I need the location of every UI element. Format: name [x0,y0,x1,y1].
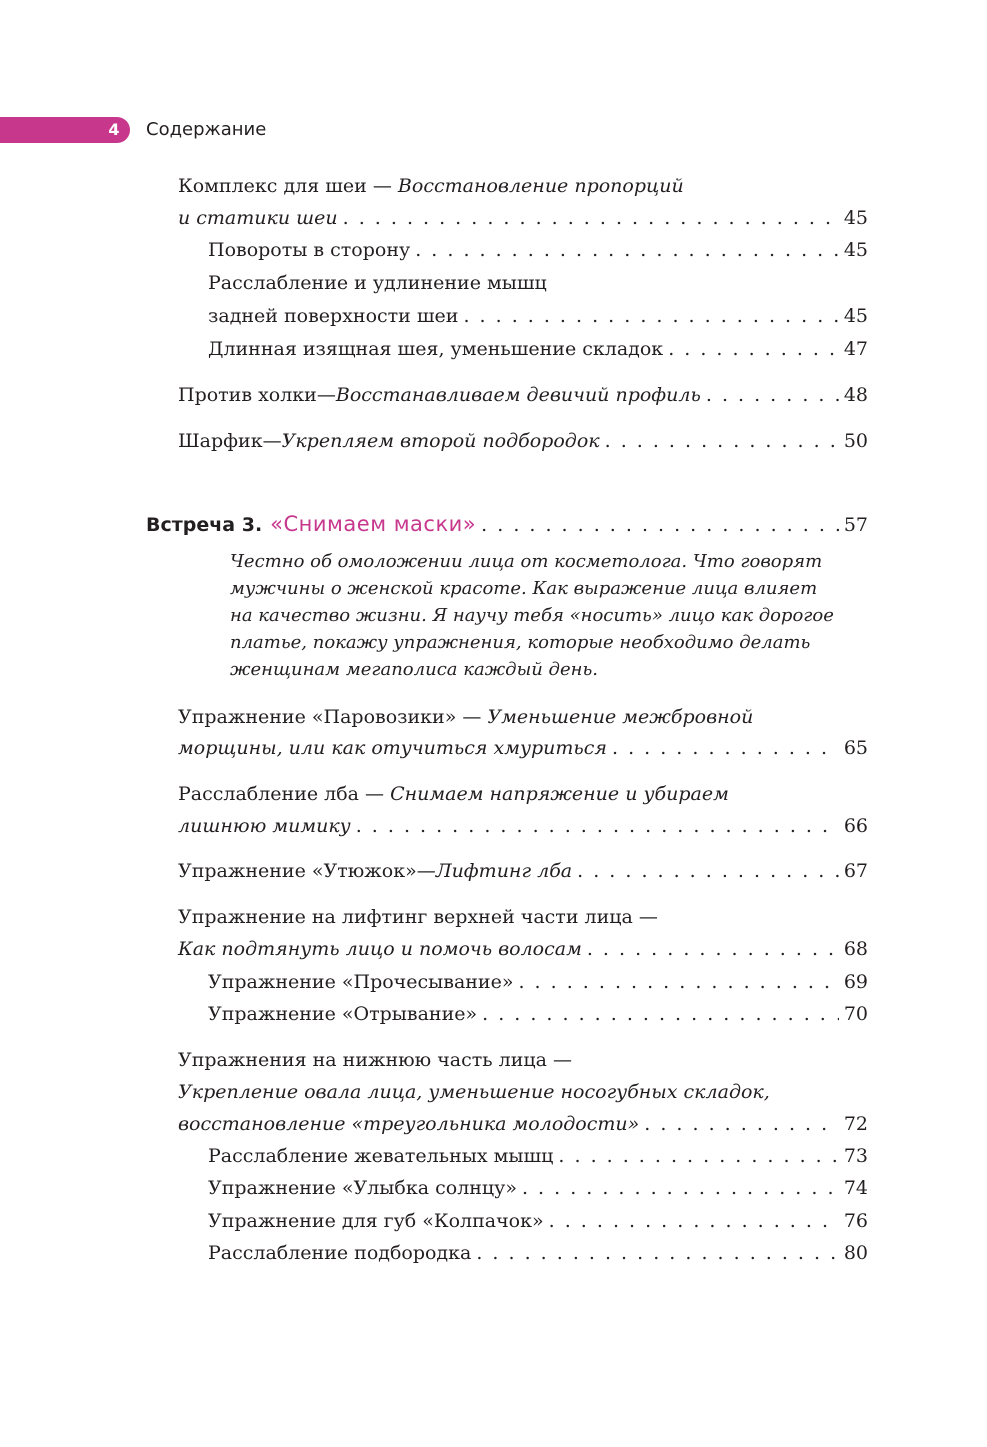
toc-entry-scarf[interactable]: Шарфик — Укрепляем второй подбородок . . . 50 [178,425,868,457]
page-ref: 45 [843,207,868,229]
page-ref: 68 [843,938,868,960]
toc-subentry-tearing[interactable]: Упражнение «Отрывание» . . . 70 [208,998,868,1030]
page-ref: 74 [843,1177,868,1199]
page-ref: 73 [843,1145,868,1167]
page-ref: 70 [843,1003,868,1025]
toc-entry-lower-face-sub1[interactable]: Укрепление овала лица, уменьшение носогубных складок, [178,1081,770,1103]
dot-leader [612,732,839,764]
page-ref: 48 [843,384,868,406]
toc-subentry-chin[interactable]: Расслабление подбородка . . . 80 [208,1237,868,1269]
page-ref: 69 [843,971,868,993]
toc-entry-neck-complex[interactable]: Комплекс для шеи — Восстановление пропорций [178,175,684,197]
meeting-title: «Снимаем маски» [270,512,477,536]
dot-leader [481,509,839,541]
toc-entry-upper-face[interactable]: Упражнение на лифтинг верхней части лица — [178,906,658,928]
toc-subentry-turns[interactable]: Повороты в сторону . . . 45 [208,234,868,266]
dot-leader [482,998,839,1030]
page-number: 4 [108,120,120,139]
dot-leader [668,333,839,365]
toc-entry-trains[interactable]: Упражнение «Паровозики» — Уменьшение межбровной [178,706,754,728]
page-ref: 67 [843,860,868,882]
toc-subentry-relax-cont[interactable]: задней поверхности шеи . . . 45 [208,300,868,332]
toc-subentry-smile[interactable]: Упражнение «Улыбка солнцу» . . . 74 [208,1172,868,1204]
page-ref: 65 [843,737,868,759]
meeting-description: Честно об омоложении лица от косметолога. Что говорят мужчины о женской красоте. Как выражение лица влияет на качество жизни. Я научу тебя «носить» лицо как дорогое платье, покажу упражнения, которые необходимо делать женщинам мегаполиса каждый день. [230,551,834,680]
toc-entry-lower-face[interactable]: Упражнения на нижнюю часть лица — [178,1049,572,1071]
page-ref: 57 [843,514,868,536]
page-ref: 80 [843,1242,868,1264]
page-ref: 45 [843,305,868,327]
toc-entry-trains-cont[interactable]: морщины, или как отучиться хмуриться . . . 65 [178,732,868,764]
toc-entry-lower-face-sub2[interactable]: восстановление «треугольника молодости» . . . 72 [178,1108,868,1140]
toc-entry-neck-complex-cont[interactable]: и статики шеи . . . 45 [178,202,868,234]
toc-entry-iron[interactable]: Упражнение «Утюжок» — Лифтинг лба . . . 67 [178,855,868,887]
dot-leader [577,855,839,887]
dot-leader [558,1140,838,1172]
toc-subentry-chewing[interactable]: Расслабление жевательных мышц . . . 73 [208,1140,868,1172]
page-ref: 50 [843,430,868,452]
dot-leader [522,1172,839,1204]
page-ref: 66 [843,815,868,837]
toc-entry-upper-face-cont[interactable]: Как подтянуть лицо и помочь волосам . . . 68 [178,933,868,965]
meeting-label: Встреча 3. [146,514,263,536]
running-header-title: Содержание [146,119,267,140]
page-ref: 72 [843,1113,868,1135]
toc-subentry-long-neck[interactable]: Длинная изящная шея, уменьшение складок . . . 47 [208,333,868,365]
dot-leader [549,1205,839,1237]
dot-leader [356,810,839,842]
toc-subentry-lips[interactable]: Упражнение для губ «Колпачок» . . . 76 [208,1205,868,1237]
toc-subentry-relax[interactable]: Расслабление и удлинение мышц [208,272,547,294]
dot-leader [463,300,838,332]
dot-leader [415,234,839,266]
dot-leader [343,202,839,234]
toc-subentry-combing[interactable]: Упражнение «Прочесывание» . . . 69 [208,966,868,998]
toc-entry-forehead-relax[interactable]: Расслабление лба — Снимаем напряжение и убираем [178,783,729,805]
dot-leader [605,425,839,457]
dot-leader [587,933,839,965]
dot-leader [518,966,838,998]
page-ref: 45 [843,239,868,261]
page-ref: 47 [843,338,868,360]
page-ref: 76 [843,1210,868,1232]
dot-leader [706,379,839,411]
toc-meeting-3[interactable] [146,508,868,540]
toc-entry-forehead-relax-cont[interactable]: лишнюю мимику . . . 66 [178,810,868,842]
toc-entry-hump[interactable]: Против холки — Восстанавливаем девичий профиль . . . 48 [178,379,868,411]
dot-leader [644,1108,839,1140]
dot-leader [476,1237,838,1269]
